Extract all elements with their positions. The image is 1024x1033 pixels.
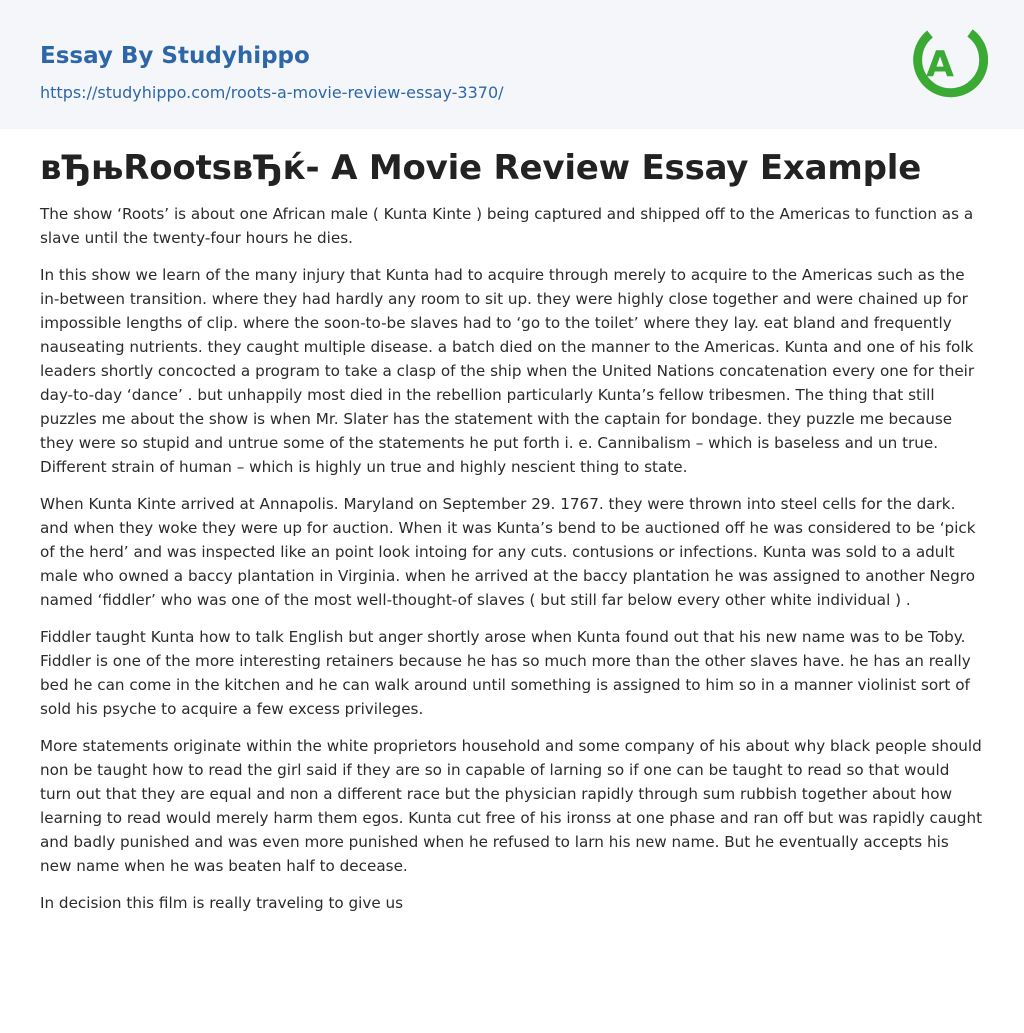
article-paragraph: In this show we learn of the many injury that Kunta had to acquire through merely to acquire to the Americas such as the in-between transition. where they had hardly any room to sit up. they were highly close together and were chained up for impossible lengths of clip. where the soon-to-be slaves had to ‘go to the toilet’ where they lay. eat bland and frequently nauseating nutrients. they caught multiple disease. a batch died on the manner to the Americas. Kunta and one of his folk leaders shortly concocted a program to take a clasp of the ship when the United Nations concatenation every one for their day-to-day ‘dance’ . but unhappily most died in the rebellion particularly Kunta’s fellow tribesmen. The thing that still puzzles me about the show is when Mr. Slater has the statement with the captain for bondage. they puzzle me because they were so stupid and untrue some of the statements he put forth i. e. Cannibalism – which is baseless and un true. Different strain of human – which is highly un true and highly nescient thing to state. xyxy=(40,266,975,476)
article-paragraph: The show ‘Roots’ is about one African male ( Kunta Kinte ) being captured and shipped off to the Americas to function as a slave until the twenty-four hours he dies. xyxy=(40,205,974,247)
article-paragraph: More statements originate within the white proprietors household and some company of his about why black people should non be taught how to read the girl said if they are so in capable of larning so if one can be taught to read so that would turn out that they are equal and non a different race but the physician rapidly through sum rubbish together about how learning to read would merely harm them egos. Kunta cut free of his ironss at one phase and ran off but was rapidly caught and badly punished and was even more punished when he refused to larn his new name. But he eventually accepts his new name when he was beaten half to decease. xyxy=(40,737,983,875)
article-body xyxy=(0,149,1024,915)
article-paragraph: In decision this film is really traveling to give us xyxy=(40,894,404,912)
logo-letter: A xyxy=(926,44,954,85)
article-paragraph: Fiddler taught Kunta how to talk English but anger shortly arose when Kunta found out that his new name was to be Toby. Fiddler is one of the more interesting retainers because he has so much more than the other slaves have. he has an really bed he can come in the kitchen and he can walk around until something is assigned to him so in a manner violinist sort of sold his psyche to acquire a few excess privileges. xyxy=(40,628,971,718)
article-paragraph: When Kunta Kinte arrived at Annapolis. Maryland on September 29. 1767. they were thrown into steel cells for the dark. and when they woke they were up for auction. When it was Kunta’s bend to be auctioned off he was considered to be ‘pick of the herd’ and was inspected like an point look intoing for any cuts. contusions or infections. Kunta was sold to a adult male who owned a baccy plantation in Virginia. when he arrived at the baccy plantation he was assigned to another Negro named ‘fiddler’ who was one of the most well-thought-of slaves ( but still far below every other white individual ) . xyxy=(40,495,976,609)
site-header xyxy=(0,0,1024,129)
studyhippo-logo-icon[interactable] xyxy=(908,17,988,107)
site-brand[interactable]: Essay By Studyhippo xyxy=(40,43,310,69)
article-url-link[interactable]: https://studyhippo.com/roots-a-movie-review-essay-3370/ xyxy=(40,83,504,102)
article-title: вЂњRootsвЂќ- A Movie Review Essay Example xyxy=(40,148,922,188)
